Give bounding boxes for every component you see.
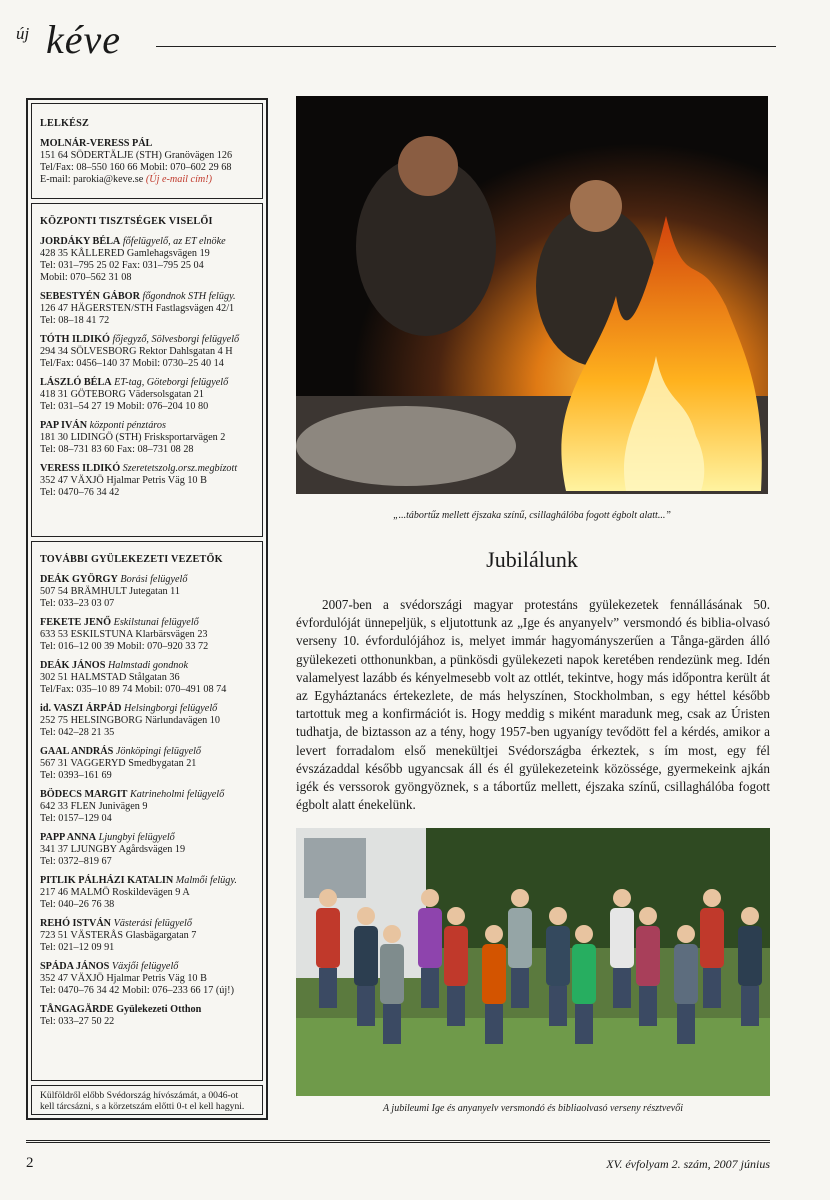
group-photo — [296, 828, 770, 1096]
campfire-caption: „...tábortűz mellett éjszaka színű, csillaghálóba fogott égbolt alatt...” — [393, 510, 671, 521]
contact-line: 642 33 FLEN Junivägen 9 — [40, 801, 148, 812]
email-note: (Új e-mail cím!) — [145, 174, 213, 185]
contact-role: ET-tag, Göteborgi felügyelő — [114, 377, 229, 388]
issue-info: XV. évfolyam 2. szám, 2007 június — [606, 1157, 770, 1171]
contact-heading — [40, 832, 254, 844]
campfire-illustration — [296, 96, 768, 494]
contact-name: VERESS ILDIKÓ — [40, 463, 121, 474]
leaders-list — [40, 574, 254, 1028]
contact-line: 217 46 MALMÖ Roskildevägen 9 A — [40, 887, 190, 898]
contact-entry — [40, 574, 254, 610]
page-number: 2 — [26, 1155, 34, 1171]
contact-heading — [40, 236, 254, 248]
contact-entry — [40, 789, 254, 825]
masthead-rule — [156, 46, 776, 47]
contact-line: 418 31 GÖTEBORG Vädersolsgatan 21 — [40, 389, 204, 400]
contact-heading — [40, 291, 254, 303]
contact-entry — [40, 1004, 254, 1028]
masthead — [16, 14, 776, 64]
contact-line: Tel: 033–23 03 07 — [40, 598, 115, 609]
contact-entry — [40, 875, 254, 911]
contact-role: főjegyző, Sölvesborgi felügyelő — [112, 334, 240, 345]
contact-line: Tel: 08–18 41 72 — [40, 315, 110, 326]
contact-role: Malmői felügy. — [175, 875, 237, 886]
contact-line: 352 47 VÄXJÖ Hjalmar Petris Väg 10 B — [40, 973, 207, 984]
article-title: Jubilálunk — [486, 547, 578, 572]
contact-heading — [40, 334, 254, 346]
dialing-note: Külföldről előbb Svédország hívószámát, a 0046-ot kell tárcsázni, s a körzetszám előtti 0-t el kell hagyni. — [31, 1085, 263, 1115]
contact-entry — [40, 660, 254, 696]
contact-name: FEKETE JENŐ — [40, 617, 112, 628]
contact-entry — [40, 377, 254, 413]
contact-entry — [40, 291, 254, 327]
contact-role: Halmstadi gondnok — [107, 660, 189, 671]
contact-line: Tel: 033–27 50 22 — [40, 1016, 115, 1027]
contact-name: JORDÁKY BÉLA — [40, 236, 121, 247]
contact-heading — [40, 463, 254, 475]
pastor-box — [31, 103, 263, 199]
contact-line: 352 47 VÄXJÖ Hjalmar Petris Väg 10 B — [40, 475, 207, 486]
contact-heading — [40, 617, 254, 629]
contact-line: 723 51 VÄSTERÅS Glasbägargatan 7 — [40, 930, 197, 941]
contact-heading — [40, 1004, 254, 1016]
contact-role: Växjői felügyelő — [111, 961, 179, 972]
contact-name: PAPP ANNA — [40, 832, 97, 843]
contact-heading — [40, 574, 254, 586]
contact-role: Jönköpingi felügyelő — [115, 746, 202, 757]
pastor-address: 151 64 SÖDERTÄLJE (STH) Granövägen 126 — [40, 150, 233, 161]
contact-line: 567 31 VAGGERYD Smedbygatan 21 — [40, 758, 197, 769]
group-illustration — [296, 828, 770, 1096]
contact-line: Tel/Fax: 0456–140 37 Mobil: 0730–25 40 14 — [40, 358, 224, 369]
officers-section-title: KÖZPONTI TISZTSÉGEK VISELŐI — [40, 216, 213, 227]
group-caption: A jubileumi Ige és anyanyelv versmondó és bibliaolvasó verseny résztvevői — [382, 1103, 683, 1114]
pastor-email-line — [40, 174, 254, 186]
contact-line: Tel: 016–12 00 39 Mobil: 070–920 33 72 — [40, 641, 209, 652]
contact-role: Katrineholmi felügyelő — [130, 789, 225, 800]
contact-entry — [40, 236, 254, 284]
logo-small-text: új — [16, 24, 30, 43]
footer-rule — [26, 1140, 770, 1145]
contact-name: SEBESTYÉN GÁBOR — [40, 291, 140, 302]
contact-heading — [40, 420, 254, 432]
contact-name: GAAL ANDRÁS — [40, 746, 114, 757]
contact-line: Tel: 021–12 09 91 — [40, 942, 115, 953]
contact-role: Borási felügyelő — [120, 574, 188, 585]
leaders-section-title: TOVÁBBI GYÜLEKEZETI VEZETŐK — [40, 554, 223, 565]
contact-line: 428 35 KÅLLERED Gamlehagsvägen 19 — [40, 248, 210, 259]
pastor-phone: Tel/Fax: 08–550 160 66 Mobil: 070–602 29 68 — [40, 162, 232, 173]
contact-name: DEÁK GYÖRGY — [40, 574, 118, 585]
contact-line: Tel: 0470–76 34 42 Mobil: 076–233 66 17 (új!) — [40, 985, 234, 996]
pastor-email[interactable]: E-mail: parokia@keve.se — [40, 174, 144, 185]
contact-name: BÖDECS MARGIT — [40, 789, 128, 800]
contact-name: id. VASZI ÁRPÁD — [40, 703, 122, 714]
contact-name: PITLIK PÁLHÁZI KATALIN — [40, 875, 174, 886]
contact-entry — [40, 746, 254, 782]
contact-heading — [40, 377, 254, 389]
contact-heading — [40, 961, 254, 973]
officers-box — [31, 203, 263, 537]
contact-line: 181 30 LIDINGÖ (STH) Frisksportarvägen 2 — [40, 432, 226, 443]
contact-line: Tel: 0157–129 04 — [40, 813, 112, 824]
contact-role: Szeretetszolg.orsz.megbízott — [122, 463, 238, 474]
contact-role: Ljungbyi felügyelő — [98, 832, 175, 843]
officers-list — [40, 236, 254, 499]
contact-entry — [40, 961, 254, 997]
contact-heading — [40, 703, 254, 715]
contact-name: LÁSZLÓ BÉLA — [40, 377, 112, 388]
contact-line: Tel: 042–28 21 35 — [40, 727, 115, 738]
contact-name: TÓTH ILDIKÓ — [40, 334, 110, 345]
pastor-name: MOLNÁR-VERESS PÁL — [40, 138, 153, 149]
contact-line: Tel: 0372–819 67 — [40, 856, 112, 867]
contact-heading — [40, 875, 254, 887]
contact-line: Tel: 031–795 25 02 Fax: 031–795 25 04 — [40, 260, 204, 271]
contact-heading — [40, 746, 254, 758]
article-body: 2007-ben a svédországi magyar protestáns gyülekezetek fennállásának 50. évfordulóját ünnepeljük, s eljutottunk az „Ige és anyanyelv” versmondó és biblia-olvasó verseny 10. évfordulójához is, melyet immár hagyományszerűen a Tånga-gärden álló gyülekezeti otthonunkban, a pünkösdi gyülekezeti napok keretében rendezünk meg. Idén valamelyest lazább és kényelmesebb volt az ottlét, tekintve, hogy más időpontra került át az Egyháztanács értekezlete, de más helyszínen, Stockholmban, s egy héttel később tartottuk meg a konfirmációt is. Hogy meddig s miként maradunk meg, csak az Úristen tudhatja, de biztasson az a tény, hogy 1957-ben ugyanígy tevődött fel a kérdés, amikor a levert forradalom első menekültjei Svédországba érkeztek, s ím most, egy fél évszázaddal később ugyancsak áll és él gyülekezeteink közössége, gyermekeink ajkán igék és verssorok gyöngyöznek, s a tábortűz mellett, éjszaka színű, csillaghálóba fogott égbolt alatt énekelünk. — [296, 597, 770, 813]
contact-name: REHÓ ISTVÁN — [40, 918, 112, 929]
contacts-sidebar — [26, 98, 268, 1120]
contact-heading — [40, 660, 254, 672]
contact-entry — [40, 420, 254, 456]
contact-line: Tel: 08–731 83 60 Fax: 08–731 08 28 — [40, 444, 194, 455]
contact-line: Tel: 0470–76 34 42 — [40, 487, 120, 498]
contact-line: 302 51 HALMSTAD Stålgatan 36 — [40, 672, 180, 683]
contact-name: DEÁK JÁNOS — [40, 660, 106, 671]
contact-line: Tel: 031–54 27 19 Mobil: 076–204 10 80 — [40, 401, 209, 412]
leaders-box — [31, 541, 263, 1081]
contact-line: Tel/Fax: 035–10 89 74 Mobil: 070–491 08 74 — [40, 684, 227, 695]
contact-line: Tel: 0393–161 69 — [40, 770, 112, 781]
contact-line: 126 47 HÄGERSTEN/STH Fastlagsvägen 42/1 — [40, 303, 235, 314]
contact-line: 341 37 LJUNGBY Agårdsvägen 19 — [40, 844, 186, 855]
contact-heading — [40, 789, 254, 801]
contact-line: 507 54 BRÄMHULT Jutegatan 11 — [40, 586, 180, 597]
contact-entry — [40, 832, 254, 868]
contact-line: 294 34 SÖLVESBORG Rektor Dahlsgatan 4 H — [40, 346, 233, 357]
contact-name: SPÁDA JÁNOS — [40, 961, 110, 972]
contact-role: központi pénztáros — [89, 420, 166, 431]
campfire-photo — [296, 96, 768, 494]
contact-entry — [40, 918, 254, 954]
logo-title: kéve — [46, 17, 122, 62]
contact-role: főfelügyelő, az ET elnöke — [122, 236, 226, 247]
contact-line: Mobil: 070–562 31 08 — [40, 272, 132, 283]
pastor-section-title: LELKÉSZ — [40, 118, 89, 129]
contact-entry — [40, 617, 254, 653]
contact-name: TÅNGAGÄRDE Gyülekezeti Otthon — [40, 1004, 202, 1015]
contact-name: PAP IVÁN — [40, 420, 88, 431]
contact-role: Eskilstunai felügyelő — [113, 617, 199, 628]
contact-heading — [40, 918, 254, 930]
contact-role: főgondnok STH felügy. — [142, 291, 236, 302]
contact-entry — [40, 703, 254, 739]
contact-line: 633 53 ESKILSTUNA Klarbärsvägen 23 — [40, 629, 208, 640]
contact-entry — [40, 334, 254, 370]
contact-entry — [40, 463, 254, 499]
contact-role: Västerási felügyelő — [113, 918, 192, 929]
contact-line: Tel: 040–26 76 38 — [40, 899, 115, 910]
contact-role: Helsingborgi felügyelő — [123, 703, 218, 714]
contact-line: 252 75 HELSINGBORG Närlundavägen 10 — [40, 715, 220, 726]
